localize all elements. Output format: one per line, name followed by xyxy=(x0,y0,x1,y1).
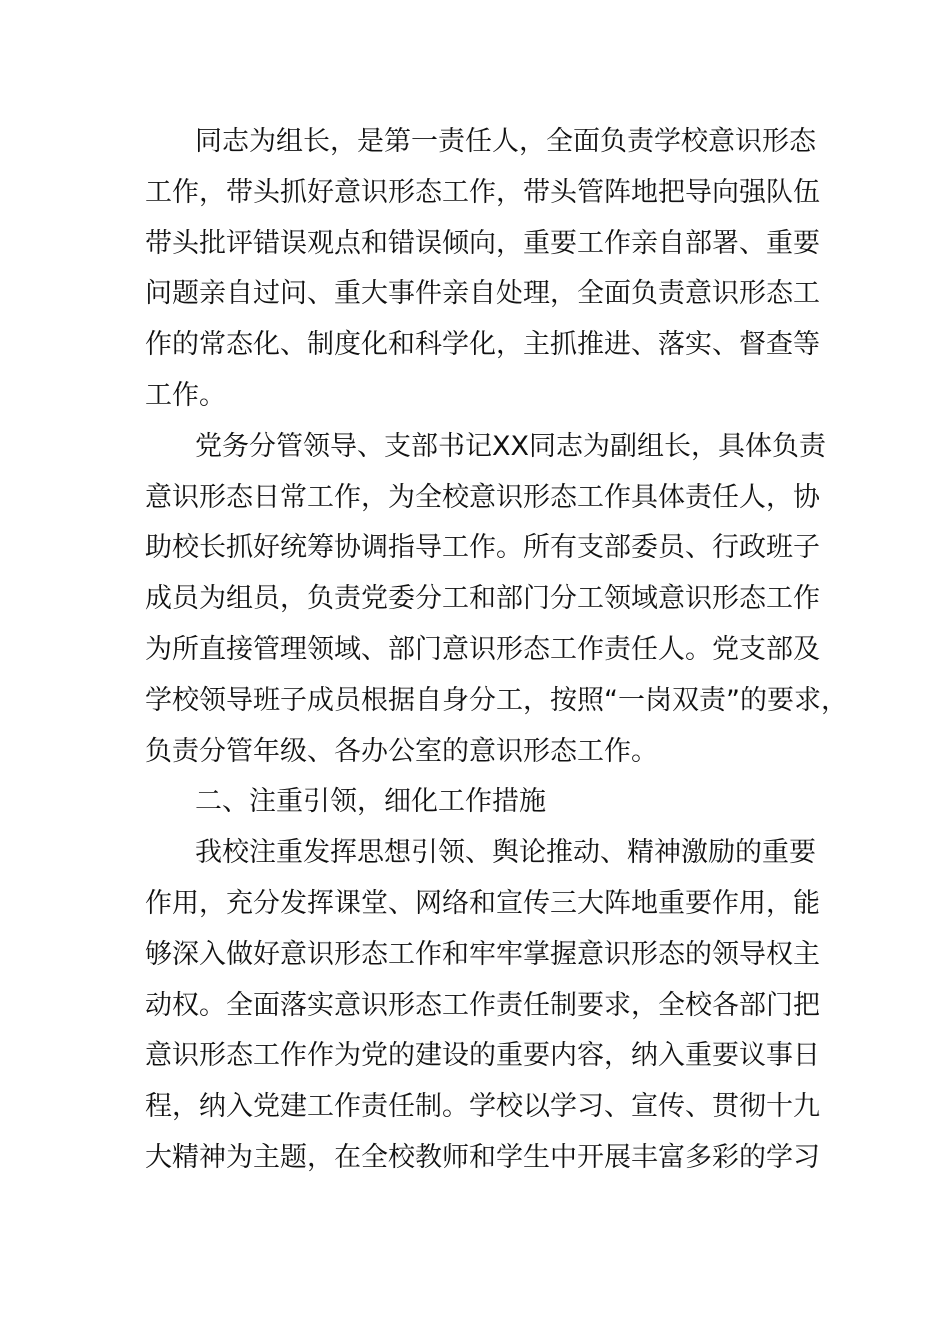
paragraph-line: 大精神为主题，在全校教师和学生中开展丰富多彩的学习 xyxy=(145,1141,820,1173)
paragraph-line: 工作，带头抓好意识形态工作，带头管阵地把导向强队伍 xyxy=(145,176,820,208)
paragraph-line: 学校领导班子成员根据自身分工，按照“一岗双责”的要求， xyxy=(145,684,848,716)
paragraph-line: 负责分管年级、各办公室的意识形态工作。 xyxy=(145,735,658,767)
paragraph-line: 动权。全面落实意识形态工作责任制要求，全校各部门把 xyxy=(145,989,820,1021)
document-body xyxy=(145,117,848,1184)
paragraph-line: 意识形态工作作为党的建设的重要内容，纳入重要议事日 xyxy=(145,1040,820,1072)
paragraph-line: 我校注重发挥思想引领、舆论推动、精神激励的重要 xyxy=(195,837,816,869)
paragraph-line: 问题亲自过问、重大事件亲自处理，全面负责意识形态工 xyxy=(145,278,820,310)
paragraph-line: 党务分管领导、支部书记XX同志为副组长，具体负责 xyxy=(195,430,826,462)
paragraph-line: 作用，充分发挥课堂、网络和宣传三大阵地重要作用，能 xyxy=(145,887,820,919)
paragraph-line: 够深入做好意识形态工作和牢牢掌握意识形态的领导权主 xyxy=(145,938,820,970)
paragraph-line: 助校长抓好统筹协调指导工作。所有支部委员、行政班子 xyxy=(145,532,820,564)
paragraph-line: 工作。 xyxy=(145,379,226,411)
paragraph-line: 同志为组长，是第一责任人，全面负责学校意识形态 xyxy=(195,126,816,157)
paragraph-line: 带头批评错误观点和错误倾向，重要工作亲自部署、重要 xyxy=(145,227,820,259)
paragraph-line: 作的常态化、制度化和科学化，主抓推进、落实、督查等 xyxy=(145,329,820,361)
paragraph-line: 程，纳入党建工作责任制。学校以学习、宣传、贯彻十九 xyxy=(145,1091,820,1123)
paragraph-line: 为所直接管理领域、部门意识形态工作责任人。党支部及 xyxy=(145,633,820,665)
paragraph-line: 成员为组员，负责党委分工和部门分工领域意识形态工作 xyxy=(145,583,820,615)
paragraph-line: 意识形态日常工作，为全校意识形态工作具体责任人，协 xyxy=(145,481,820,513)
section-heading: 二、注重引领，细化工作措施 xyxy=(195,786,546,818)
